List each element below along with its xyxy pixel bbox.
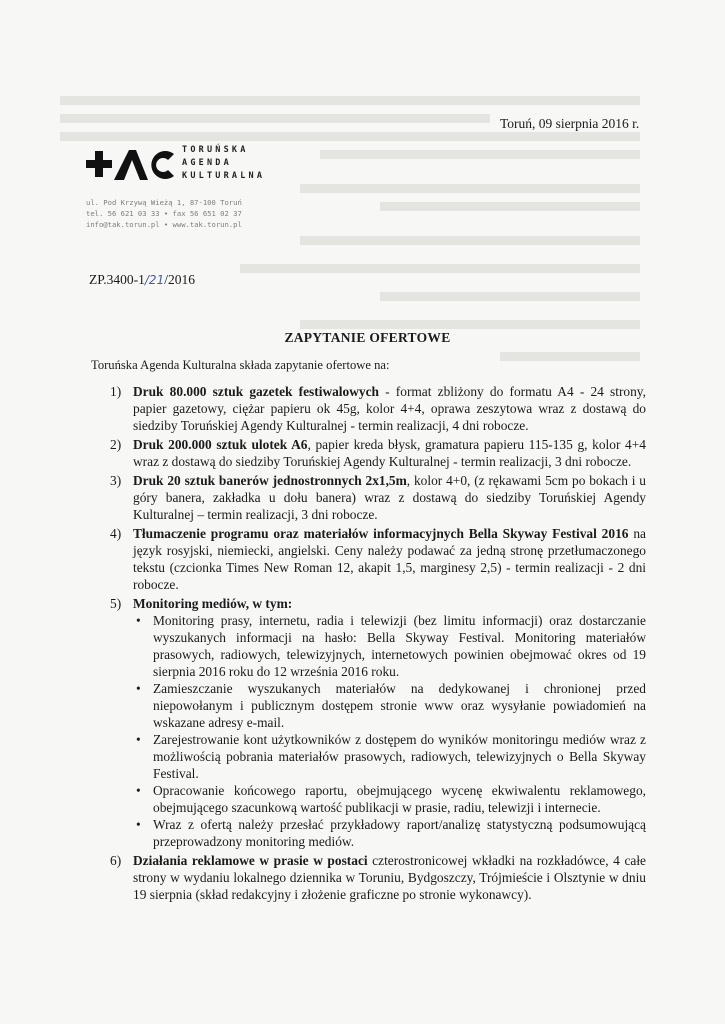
item-text: , kolor 4+0, (z rękawami 5cm po bokach i u góry banera, zakładka u dołu banera) wraz z dostawą do siedziby Toruńskiej Agendy Kulturalnej – termin realizacji, 3 dni robocze.	[133, 473, 647, 522]
item-heading: Druk 20 sztuk banerów jednostronnych 2x1,5m	[133, 473, 407, 488]
sublist-item	[133, 680, 646, 731]
item-text: czterostronicowej wkładki na rozkładówce, 4 całe strony w wydaniu lokalnego dziennika w Toruniu, Bydgoszczy, Trójmieście i Olsztynie w dniu 19 sierpnia (skład redakcyjny i złożenie graficzne po stronie wykonawcy).	[133, 853, 646, 902]
sublist-text: Zamieszczanie wyszukanych materiałów na dedykowanej i chronionej przed niepowołanym i publicznym dostępem stronie www oraz wysyłanie powiadomień na wskazane adresy e-mail.	[153, 681, 646, 730]
reference-handwritten: /21	[144, 273, 165, 287]
item-heading: Druk 200.000 sztuk ulotek A6	[133, 437, 308, 452]
tak-logo-mark	[86, 146, 178, 186]
bullet-icon: •	[136, 817, 141, 832]
sublist-text: Zarejestrowanie kont użytkowników z dostępem do wyników monitoringu mediów wraz z możliwością pobrania materiałów prasowych, radiowych, telewizyjnych o Bella Skyway Festival.	[153, 732, 646, 781]
item-text: - format zbliżony do formatu A4 - 24 strony, papier gazetowy, ciężar papieru ok 45g, kolor 4+4, oprawa zeszytowa wraz z dostawą do siedziby Toruńskiej Agendy Kulturalnej - termin realizacji, 4 dni robocze.	[133, 384, 646, 433]
item-heading: Monitoring mediów, w tym:	[133, 596, 293, 611]
organization-address	[86, 197, 242, 230]
sublist-text: Wraz z ofertą należy przesłać przykładowy raport/analizę statystyczną podsumowującą przeprowadzony monitoring mediów.	[153, 817, 646, 849]
document-date: Toruń, 09 sierpnia 2016 r.	[500, 116, 640, 131]
intro-text: Toruńska Agenda Kulturalna składa zapytanie ofertowe na:	[91, 358, 390, 372]
list-item	[106, 525, 646, 593]
address-line: tel. 56 621 03 33 • fax 56 651 02 37	[86, 209, 242, 218]
sublist-text: Opracowanie końcowego raportu, obejmującego wycenę ekwiwalentu reklamowego, obejmującego szacunkową wartość publikacji w prasie, radiu, telewizji i internecie.	[153, 783, 646, 815]
list-item	[106, 472, 646, 523]
logo-line: TORUŃSKA	[182, 145, 249, 155]
item-heading: Działania reklamowe w prasie w postaci	[133, 853, 368, 868]
item-number: 1)	[110, 384, 122, 399]
sublist-item	[133, 782, 646, 816]
item-number: 3)	[110, 473, 122, 488]
item-text: , papier kreda błysk, gramatura papieru 115-135 g, kolor 4+4 wraz z dostawą do siedziby Toruńskiej Agendy Kulturalnej - termin realizacji, 3 dni robocze.	[133, 437, 646, 469]
organization-logo	[86, 140, 306, 200]
sublist-item	[133, 612, 646, 680]
list-item	[106, 436, 646, 470]
list-item	[106, 852, 646, 903]
logo-line: KULTURALNA	[182, 171, 266, 181]
sublist-text: Monitoring prasy, internetu, radia i telewizji (bez limitu informacji) oraz dostarczanie wyszukanych informacji na hasło: Bella Skyway Festival. Monitoring materiałów prasowych, radiowych, telewizyjnych, internetowych powinien obejmować okres od 19 sierpnia 2016 roku do 12 września 2016 roku.	[153, 613, 646, 679]
sublist-item	[133, 816, 646, 850]
reference-number	[89, 272, 195, 288]
item-heading: Tłumaczenie programu oraz materiałów informacyjnych Bella Skyway Festival 2016	[133, 526, 629, 541]
list-item	[106, 595, 646, 850]
item-heading: Druk 80.000 sztuk gazetek festiwalowych	[133, 384, 379, 399]
monitoring-sublist	[133, 612, 646, 850]
reference-prefix: ZP.3400-1	[89, 272, 145, 287]
bullet-icon: •	[136, 613, 141, 628]
logo-wordmark	[182, 144, 265, 183]
address-line: ul. Pod Krzywą Wieżą 1, 87-100 Toruń	[86, 198, 242, 207]
sublist-item	[133, 731, 646, 782]
document-title: ZAPYTANIE OFERTOWE	[284, 330, 451, 345]
bullet-icon: •	[136, 681, 141, 696]
bullet-icon: •	[136, 732, 141, 747]
item-number: 6)	[110, 853, 122, 868]
item-number: 5)	[110, 596, 122, 611]
item-number: 2)	[110, 437, 122, 452]
address-line: info@tak.torun.pl • www.tak.torun.pl	[86, 220, 242, 229]
item-number: 4)	[110, 526, 122, 541]
item-text: na język rosyjski, niemiecki, angielski. Ceny należy podawać za jedną stronę przetłumaczonego tekstu (czcionka Times New Roman 12, akapit 1,5, marginesy 2,5) - termin realizacji - 2 dni robocze.	[133, 526, 646, 592]
request-items-list	[106, 383, 646, 905]
logo-line: AGENDA	[182, 158, 232, 168]
list-item	[106, 383, 646, 434]
reference-suffix: /2016	[164, 272, 195, 287]
bullet-icon: •	[136, 783, 141, 798]
